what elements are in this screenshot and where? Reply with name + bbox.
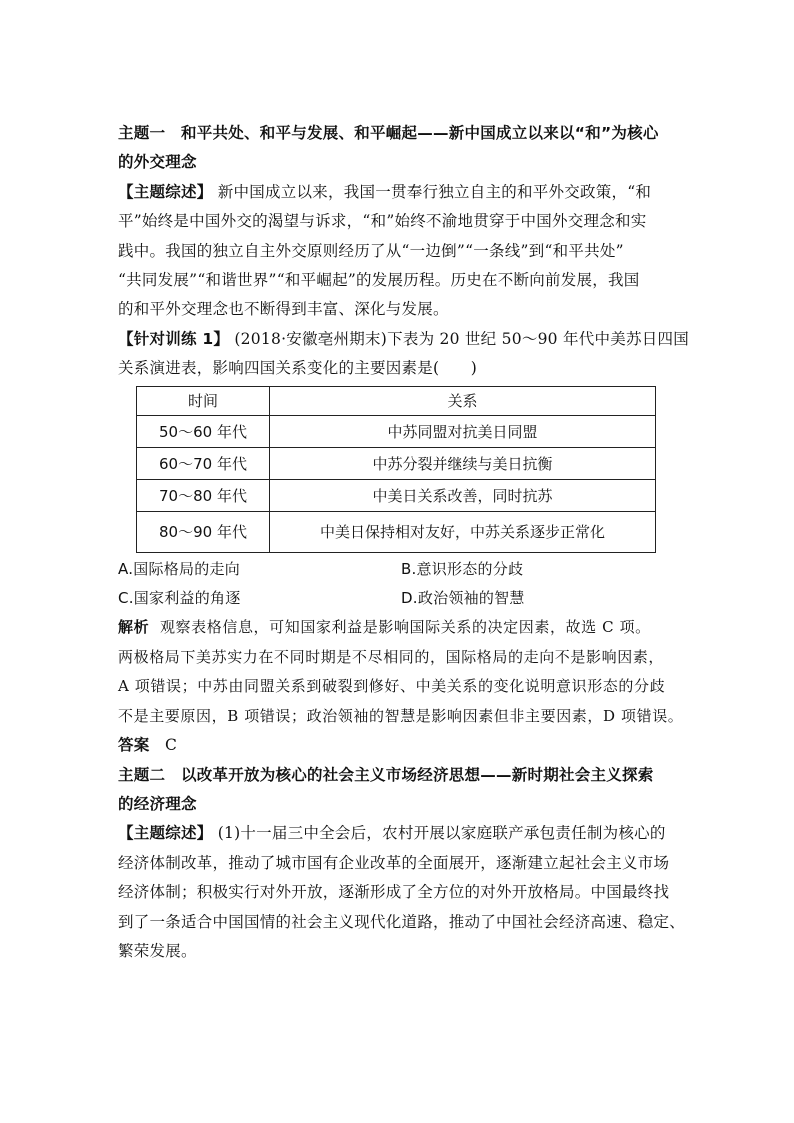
topic1-title-line2: 的外交理念: [118, 153, 197, 172]
options-row-1: [118, 555, 678, 584]
table-row: [137, 479, 656, 511]
topic1-summary-line4: “共同发展”“和谐世界”“和平崛起”的发展历程。历史在不断向前发展，我国: [118, 271, 640, 290]
table-row: [137, 511, 656, 552]
topic1-summary-line1: [118, 178, 678, 207]
exercise-line2: 关系演进表，影响四国关系变化的主要因素是( ): [118, 359, 478, 378]
topic2-summary-line2: 经济体制改革，推动了城市国有企业改革的全面展开，逐渐建立起社会主义市场: [118, 853, 670, 872]
document-page: [118, 119, 689, 966]
topic1-summary-text1: 新中国成立以来，我国一贯奉行独立自主的和平外交政策，“和: [217, 182, 652, 201]
analysis-line1: [118, 613, 678, 642]
table-cell-relation: 中苏分裂并继续与美日抗衡: [270, 447, 656, 479]
topic1-summary-line2: 平”始终是中国外交的渴望与诉求，“和”始终不渝地贯穿于中国外交理念和实: [118, 212, 647, 231]
topic2-summary-label: 【主题综述】: [118, 824, 213, 843]
relations-table: [136, 386, 656, 553]
table-cell-period: 50～60 年代: [137, 415, 270, 447]
answer-line: [118, 731, 678, 760]
topic1-summary-line3: 践中。我国的独立自主外交原则经历了从“一边倒”“一条线”到“和平共处”: [118, 241, 624, 260]
table-row: [137, 447, 656, 479]
table-cell-relation: 中苏同盟对抗美日同盟: [270, 415, 656, 447]
topic2-summary-line1: [118, 819, 678, 848]
option-a[interactable]: A.国际格局的走向: [118, 559, 241, 578]
table-row: [137, 415, 656, 447]
topic2-summary-line4: 到了一条适合中国国情的社会主义现代化道路，推动了中国社会经济高速、稳定、: [118, 912, 686, 931]
option-c[interactable]: C.国家利益的角逐: [118, 589, 241, 608]
options-row-2: [118, 584, 678, 613]
exercise-label: 【针对训练 1】: [118, 329, 230, 348]
answer-label: 答案: [118, 736, 150, 755]
option-d[interactable]: D.政治领袖的智慧: [401, 589, 525, 608]
analysis-line4: 不是主要原因，B 项错误；政治领袖的智慧是影响因素但非主要因素，D 项错误。: [118, 706, 684, 725]
table-header-time: 时间: [137, 386, 270, 415]
topic1-title-line1: 主题一 和平共处、和平与发展、和平崛起——新中国成立以来以“和”为核心: [118, 124, 659, 142]
analysis-line3: A 项错误；中苏由同盟关系到破裂到修好、中美关系的变化说明意识形态的分歧: [118, 677, 666, 696]
topic2-title-line2: 的经济理念: [118, 794, 197, 813]
analysis-text1: 观察表格信息，可知国家利益是影响国际关系的决定因素，故选 C 项。: [159, 618, 651, 637]
option-b[interactable]: B.意识形态的分歧: [401, 559, 524, 578]
topic1-summary-label: 【主题综述】: [118, 182, 213, 201]
table-header-row: [137, 386, 656, 415]
topic2-summary-line3: 经济体制；积极实行对外开放，逐渐形成了全方位的对外开放格局。中国最终找: [118, 883, 670, 902]
analysis-label: 解析: [118, 618, 150, 637]
table-cell-period: 60～70 年代: [137, 447, 270, 479]
table-header-relation: 关系: [270, 386, 656, 415]
table-cell-period: 80～90 年代: [137, 511, 270, 552]
exercise-line1: [118, 325, 689, 354]
topic1-summary-line5: 的和平外交理念也不断得到丰富、深化与发展。: [118, 300, 449, 319]
answer-value: C: [165, 736, 178, 755]
topic2-summary-line5: 繁荣发展。: [118, 941, 197, 960]
topic2-title-line1: 主题二 以改革开放为核心的社会主义市场经济思想——新时期社会主义探索: [118, 765, 654, 784]
analysis-line2: 两极格局下美苏实力在不同时期是不尽相同的，国际格局的走向不是影响因素，: [118, 647, 665, 666]
table-cell-relation: 中美日保持相对友好，中苏关系逐步正常化: [270, 511, 656, 552]
table-cell-relation: 中美日关系改善，同时抗苏: [270, 479, 656, 511]
exercise-text1: (2018·安徽亳州期末)下表为 20 世纪 50～90 年代中美苏日四国: [234, 329, 689, 348]
topic2-summary-text1: (1)十一届三中全会后，农村开展以家庭联产承包责任制为核心的: [217, 824, 666, 843]
table-cell-period: 70～80 年代: [137, 479, 270, 511]
